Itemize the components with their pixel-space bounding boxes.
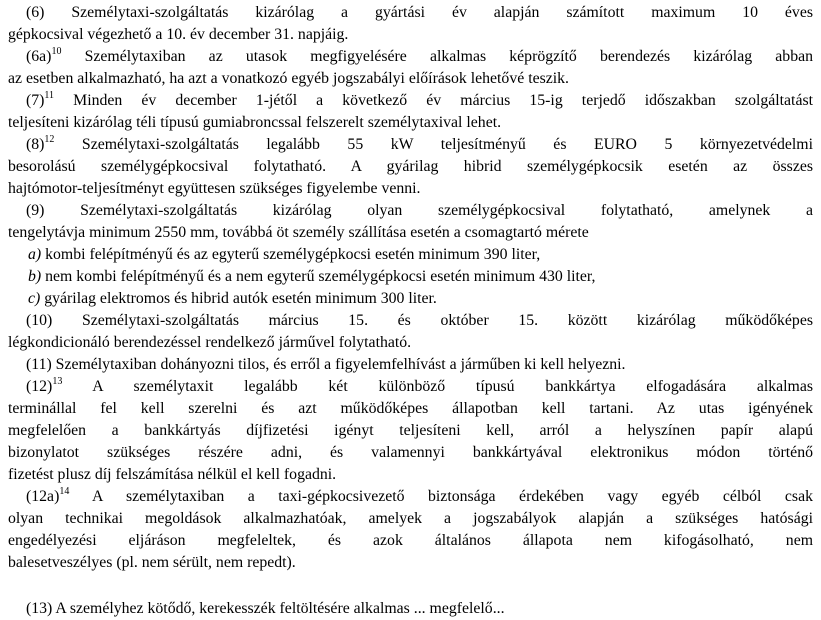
paragraph-text: Személytaxi-szolgáltatás legalább 55 kW teljesítményű és EURO 5 környezetvédelmi bbox=[54, 136, 813, 153]
paragraph-12a-line-4: balesetveszélyes (pl. nem sérült, nem repedt). bbox=[8, 554, 296, 571]
paragraph-7-line-1 bbox=[8, 90, 813, 112]
footnote-ref[interactable]: 12 bbox=[44, 133, 55, 145]
paragraph-8-line-1 bbox=[8, 134, 813, 156]
paragraph-12a-line-2: olyan technikai megoldások alkalmazhatóak, amelyek a jogszabályok alapján a szükséges hatósági bbox=[8, 510, 813, 527]
paragraph-number: (12a) bbox=[26, 488, 60, 505]
paragraph-text: A személytaxiban a taxi-gépkocsivezető biztonsága érdekében vagy egyéb célból csak bbox=[69, 488, 813, 505]
footnote-ref[interactable]: 13 bbox=[52, 375, 63, 387]
list-item-text: nem kombi felépítményű és a nem egyterű személygépkocsi esetén minimum 430 liter, bbox=[41, 268, 596, 285]
paragraph-text: A személytaxit legalább két különböző típusú bankkártya elfogadására alkalmas bbox=[62, 378, 813, 395]
paragraph-9-item-b bbox=[8, 266, 813, 288]
paragraph-10-line-2: légkondicionáló berendezéssel rendelkező járművel folytatható. bbox=[8, 334, 412, 351]
paragraph-8-line-2: besorolású személygépkocsival folytatható. A gyárilag hibrid személygépkocsik esetén az összes bbox=[8, 158, 813, 175]
paragraph-9-line-1: (9) Személytaxi-szolgáltatás kizárólag olyan személygépkocsival folytatható, amelynek a bbox=[26, 202, 813, 219]
paragraph-12a-line-3: engedélyezési eljáráson megfeleltek, és azok általános állapota nem kifogásolható, nem bbox=[8, 532, 813, 549]
paragraph-number: (12) bbox=[26, 378, 53, 395]
paragraph-9-item-c bbox=[8, 288, 813, 310]
list-marker: a) bbox=[28, 246, 42, 263]
paragraph-9-item-a bbox=[8, 244, 813, 266]
paragraph-6-line-2: gépkocsival végezhető a 10. év december 31. napjáig. bbox=[8, 26, 349, 43]
paragraph-number: (6a) bbox=[26, 48, 52, 65]
paragraph-6a-line-1 bbox=[8, 46, 813, 68]
paragraph-number: (8) bbox=[26, 136, 45, 153]
paragraph-7-line-2: teljesíteni kizárólag téli típusú gumiabroncssal felszerelt személytaxival lehet. bbox=[8, 114, 502, 131]
paragraph-11-line-1: (11) Személytaxiban dohányozni tilos, és erről a figyelemfelhívást a járműben ki kell helyezni. bbox=[26, 356, 626, 373]
paragraph-8-line-3: hajtómotor-teljesítményt együttesen szükséges figyelembe venni. bbox=[8, 180, 421, 197]
paragraph-12-line-5: fizetést plusz díj felszámítása nélkül el kell fogadni. bbox=[8, 466, 337, 483]
paragraph-text: Személytaxiban az utasok megfigyelésére alkalmas képrögzítő berendezés kizárólag abban bbox=[61, 48, 813, 65]
paragraph-13-line-1-cut: (13) A személyhez kötődő, kerekesszék feltöltésére alkalmas ... megfelelő... bbox=[26, 600, 505, 617]
paragraph-text: Minden év december 1-jétől a következő év március 15-ig terjedő időszakban szolgáltatást bbox=[54, 92, 813, 109]
footnote-ref[interactable]: 11 bbox=[44, 89, 55, 101]
footnote-ref[interactable]: 10 bbox=[51, 45, 62, 57]
paragraph-12-line-2: terminállal fel kell szerelni és azt működőképes állapotban kell tartani. Az utas igényének bbox=[8, 400, 813, 417]
list-item-text: kombi felépítményű és az egyterű személygépkocsi esetén minimum 390 liter, bbox=[41, 246, 541, 263]
paragraph-9-line-2: tengelytávja minimum 2550 mm, továbbá öt személy szállítása esetén a csomagtartó mérete bbox=[8, 224, 589, 241]
paragraph-12-line-4: bizonylatot szükséges részére adni, és valamennyi bankkártyával elektronikus módon történő bbox=[8, 444, 813, 461]
list-marker: b) bbox=[28, 268, 42, 285]
paragraph-12a-line-1 bbox=[8, 486, 813, 508]
paragraph-12-line-1 bbox=[8, 376, 813, 398]
paragraph-6a-line-2: az esetben alkalmazható, ha azt a vonatkozó egyéb jogszabályi előírások lehetővé teszik. bbox=[8, 70, 569, 87]
list-item-text: gyárilag elektromos és hibrid autók esetén minimum 300 liter. bbox=[40, 290, 437, 307]
paragraph-10-line-1: (10) Személytaxi-szolgáltatás március 15. és október 15. között kizárólag működőképes bbox=[26, 312, 813, 329]
paragraph-6-line-1: (6) Személytaxi-szolgáltatás kizárólag a gyártási év alapján számított maximum 10 éves bbox=[26, 4, 813, 21]
paragraph-number: (7) bbox=[26, 92, 45, 109]
footnote-ref[interactable]: 14 bbox=[59, 485, 70, 497]
list-marker: c) bbox=[28, 290, 41, 307]
paragraph-12-line-3: megfelelően a bankkártyás díjfizetési igényt teljesíteni kell, arról a helyszínen papír alapú bbox=[8, 422, 813, 439]
